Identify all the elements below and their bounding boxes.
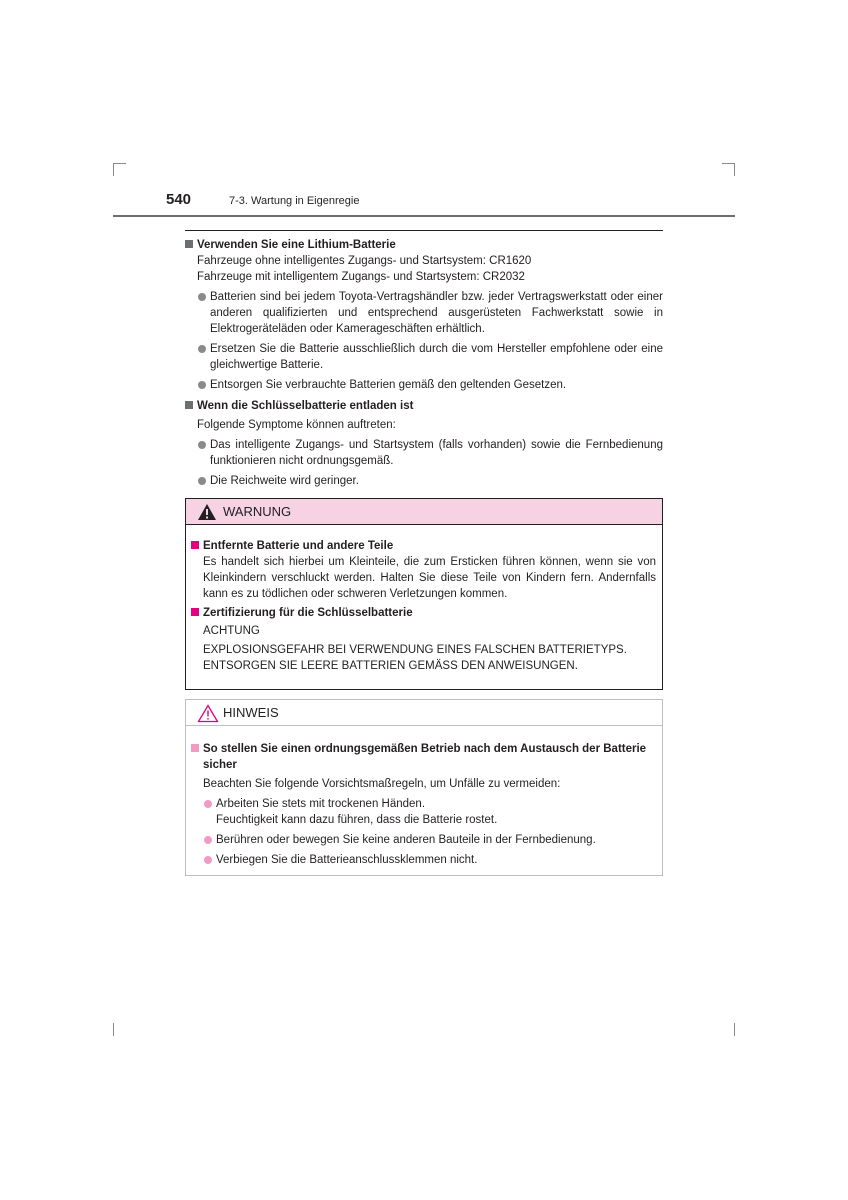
paragraph: Beachten Sie folgende Vorsichtsmaßregeln, um Unfälle zu vermeiden:	[203, 778, 561, 790]
list-item: Berühren oder bewegen Sie keine anderen Bauteile in der Fernbedienung.	[191, 832, 656, 848]
caution-triangle-icon	[197, 704, 219, 723]
square-marker-icon	[185, 240, 193, 248]
list-item: Batterien sind bei jedem Toyota-Vertragshändler bzw. jeder Vertragswerkstatt oder einer anderen qualifizierten und entsprechend ausgerüsteten Fachwerkstatt sowie in Elektrogeräteläden oder Kamerageschäften erhältlich.	[185, 289, 663, 337]
chapter-title: 7-3. Wartung in Eigenregie	[229, 195, 360, 207]
warning-triangle-icon	[197, 503, 217, 521]
list-item: Ersetzen Sie die Batterie ausschließlich durch die vom Hersteller empfohlene oder eine gleichwertige Batterie.	[185, 341, 663, 373]
bullet-icon	[198, 345, 206, 353]
header-rule	[113, 215, 735, 217]
square-marker-icon	[185, 401, 193, 409]
bullet-icon	[204, 836, 212, 844]
crop-mark-bottom-left	[113, 1023, 114, 1036]
list-item: Entsorgen Sie verbrauchte Batterien gemäß den geltenden Gesetzen.	[185, 377, 663, 393]
bullet-icon	[198, 293, 206, 301]
bullet-icon	[204, 856, 212, 864]
paragraph: Fahrzeuge mit intelligentem Zugangs- und Startsystem: CR2032	[197, 271, 525, 283]
square-marker-icon	[191, 608, 199, 616]
paragraph: Es handelt sich hierbei um Kleinteile, die zum Ersticken führen können, wenn sie von Kleinkindern verschluckt werden. Halten Sie diese Teile von Kindern fern. Andernfalls kann es zu tödlichen oder schweren Verletzungen kommen.	[203, 556, 656, 600]
crop-mark-top-left-h	[113, 163, 126, 164]
crop-mark-bottom-right	[734, 1023, 735, 1036]
paragraph: Fahrzeuge ohne intelligentes Zugangs- und Startsystem: CR1620	[197, 255, 532, 267]
bullet-icon	[198, 441, 206, 449]
list-item: Das intelligente Zugangs- und Startsystem (falls vorhanden) sowie die Fernbedienung funktionieren nicht ordnungsgemäß.	[185, 437, 663, 469]
main-content	[185, 230, 663, 489]
section-heading: Verwenden Sie eine Lithium-Batterie	[185, 237, 663, 253]
crop-mark-top-left-v	[113, 163, 114, 176]
warning-header	[186, 499, 662, 525]
warning-body	[186, 525, 662, 674]
bullet-icon	[204, 800, 212, 808]
page-number: 540	[166, 191, 192, 208]
bullet-icon	[198, 381, 206, 389]
warning-item-heading: Entfernte Batterie und andere Teile	[191, 538, 656, 554]
bullet-icon	[198, 477, 206, 485]
list-item: Die Reichweite wird geringer.	[185, 473, 663, 489]
paragraph: ACHTUNG	[203, 625, 260, 637]
section-heading: Wenn die Schlüsselbatterie entladen ist	[185, 398, 663, 414]
square-marker-icon	[191, 541, 199, 549]
notice-heading: So stellen Sie einen ordnungsgemäßen Betrieb nach dem Austausch der Batterie sicher	[191, 741, 656, 773]
list-item: Verbiegen Sie die Batterieanschlussklemmen nicht.	[191, 852, 656, 868]
notice-box	[185, 699, 663, 876]
crop-mark-top-right-h	[722, 163, 735, 164]
warning-box	[185, 498, 663, 690]
crop-mark-top-right-v	[734, 163, 735, 176]
notice-header	[186, 700, 662, 726]
warning-title: WARNUNG	[223, 504, 292, 519]
warning-item-heading: Zertifizierung für die Schlüsselbatterie	[191, 605, 656, 621]
notice-title: HINWEIS	[223, 705, 279, 720]
paragraph: Folgende Symptome können auftreten:	[197, 419, 396, 431]
notice-body	[186, 726, 662, 868]
paragraph: EXPLOSIONSGEFAHR BEI VERWENDUNG EINES FALSCHEN BATTERIETYPS. ENTSORGEN SIE LEERE BATTERIEN GEMÄSS DEN ANWEISUNGEN.	[203, 644, 627, 672]
list-item: Arbeiten Sie stets mit trockenen Händen. Feuchtigkeit kann dazu führen, dass die Batterie rostet.	[191, 796, 656, 828]
square-marker-icon	[191, 744, 199, 752]
